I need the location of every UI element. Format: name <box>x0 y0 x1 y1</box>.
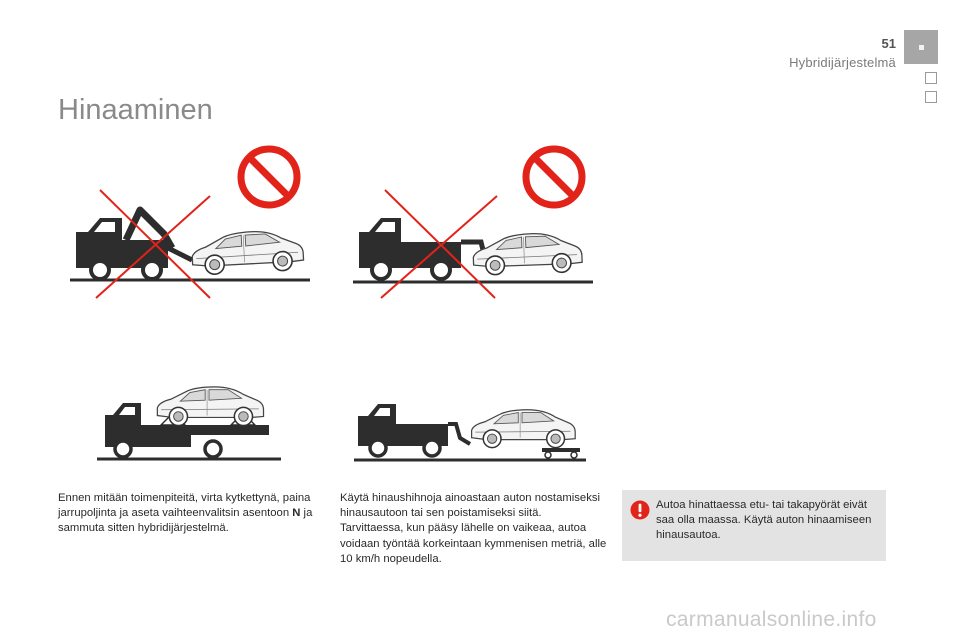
section-title: Hybridijärjestelmä <box>789 55 896 70</box>
warning-text: Autoa hinattaessa etu- tai takapyörät eivät saa olla maassa. Käytä auton hinaamiseen hinausautoa. <box>656 499 872 542</box>
watermark: carmanualsonline.info <box>666 608 877 631</box>
exclamation-warning-icon <box>630 500 650 525</box>
instruction-text <box>58 491 320 537</box>
figure-tow-truck-dolly <box>350 378 590 468</box>
instruction-text-part2: ja sammuta sitten hybridijärjestelmä. <box>58 507 313 535</box>
gear-position-n: N <box>292 507 301 520</box>
pushing-paragraph: Tarvittaessa, kun pääsy lähelle on vaikeaa, autoa voidaan työntää korkeintaan kymmenisen metriä, alle 10 km/h nopeudella. <box>340 522 607 565</box>
tab-marker-icon <box>919 45 924 50</box>
chapter-tab[interactable] <box>925 72 937 84</box>
figure-flatbed-truck <box>95 375 285 465</box>
page-number: 51 <box>881 36 896 51</box>
warning-box <box>622 490 886 561</box>
figure-tow-truck-lifted-wheels <box>60 140 320 300</box>
figure-tow-truck-lifted-rear <box>345 140 605 300</box>
towing-strap-text <box>340 491 612 567</box>
instruction-text-part1: Ennen mitään toimenpiteitä, virta kytkettynä, paina jarrupoljinta ja aseta vaihteenvalitsin asentoon <box>58 492 311 520</box>
chapter-tab-active[interactable] <box>904 30 938 64</box>
page-title: Hinaaminen <box>58 94 213 126</box>
chapter-tab[interactable] <box>925 91 937 103</box>
towing-strap-paragraph: Käytä hinaushihnoja ainoastaan auton nostamiseksi hinausautoon tai sen poistamiseksi siitä. <box>340 492 601 520</box>
